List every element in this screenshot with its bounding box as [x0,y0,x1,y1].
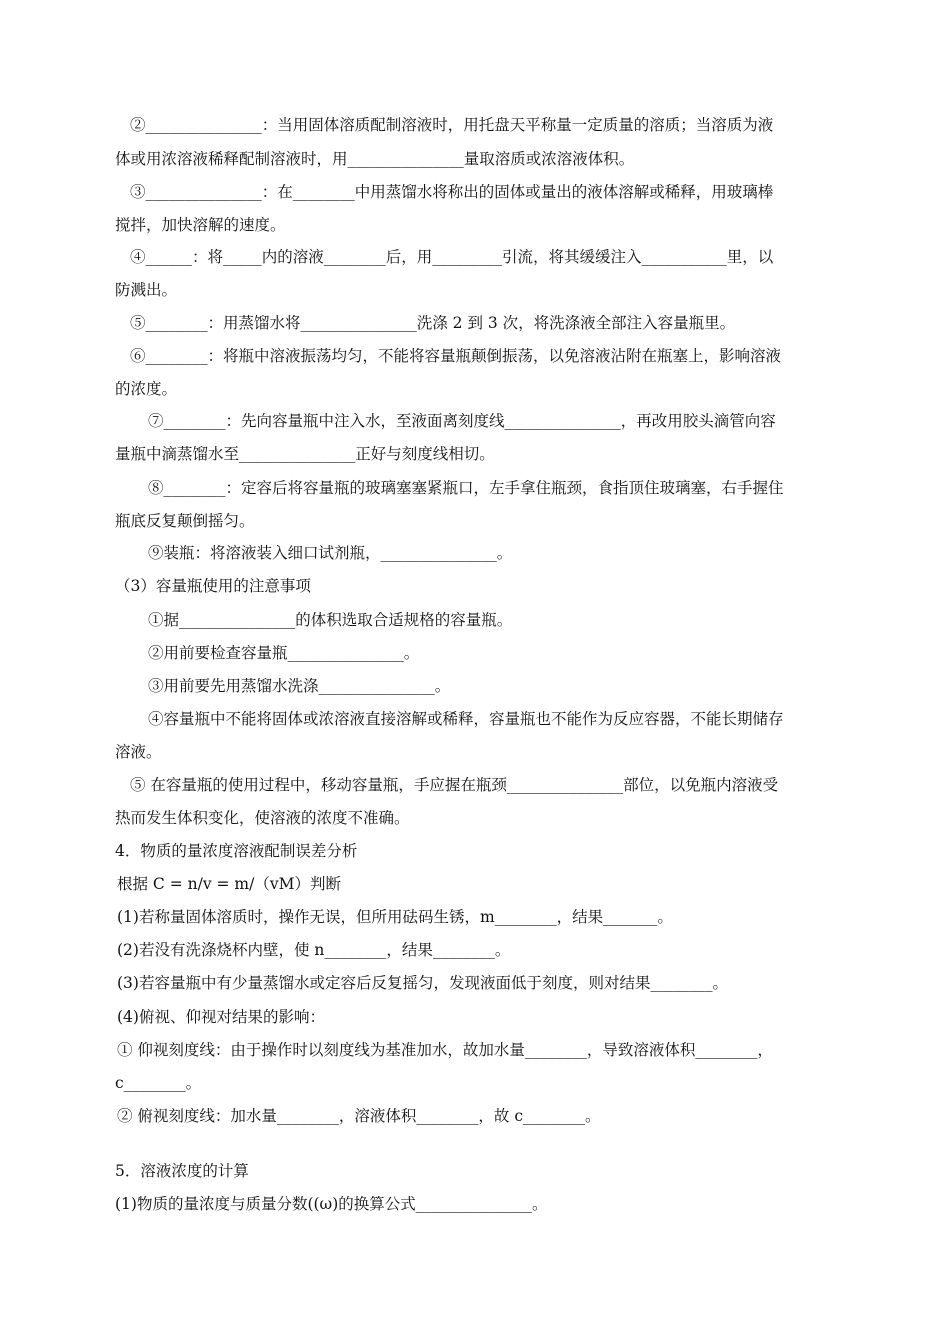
view-1-line-2: c________。 [115,1074,202,1092]
note-3-line: ③用前要先用蒸馏水洗涤_______________。 [148,677,451,695]
view-2-line: ② 俯视刻度线：加水量________，溶液体积________，故 c________。 [117,1107,601,1125]
note-4-line-1: ④容量瓶中不能将固体或浓溶液直接溶解或稀释，容量瓶也不能作为反应容器，不能长期储存 [148,710,784,728]
step-7-line-2: 量瓶中滴蒸馏水至_______________正好与刻度线相切。 [115,445,495,463]
step-2-line-2: 体或用浓溶液稀释配制溶液时，用_______________量取溶质或浓溶液体积。 [115,150,635,168]
step-4-line-2: 防溅出。 [115,281,178,299]
step-3-line-1: ③_______________：在________中用蒸馏水将称出的固体或量出的液体溶解或稀释，用玻璃棒 [130,183,774,201]
note-5-line-2: 热而发生体积变化，使溶液的浓度不准确。 [115,809,410,827]
note-2-line: ②用前要检查容量瓶_______________。 [148,644,420,662]
step-2-line-1: ②_______________：当用固体溶质配制溶液时，用托盘天平称量一定质量的溶质；当溶质为液 [130,116,774,134]
calc-1-line: (1)物质的量浓度与质量分数((ω)的换算公式_______________。 [115,1195,548,1213]
error-3-line: (3)若容量瓶中有少量蒸馏水或定容后反复摇匀，发现液面低于刻度，则对结果________。 [117,974,728,992]
section-3-heading: （3）容量瓶使用的注意事项 [115,577,311,595]
step-5-line: ⑤________：用蒸馏水将_______________洗涤 2 到 3 次，将洗涤液全部注入容量瓶里。 [130,314,736,332]
note-5-line-1: ⑤ 在容量瓶的使用过程中，移动容量瓶，手应握在瓶颈_______________部位，以免瓶内溶液受 [130,776,779,794]
step-9-line: ⑨装瓶：将溶液装入细口试剂瓶，_______________。 [148,544,513,562]
step-6-line-2: 的浓度。 [115,380,178,398]
section-5-heading: 5．溶液浓度的计算 [115,1162,249,1180]
error-4-heading: (4)俯视、仰视对结果的影响： [117,1008,325,1026]
error-1-line: (1)若称量固体溶质时，操作无误，但所用砝码生锈，m________，结果_______。 [117,908,673,926]
step-6-line-1: ⑥________：将瓶中溶液振荡均匀，不能将容量瓶颠倒振荡，以免溶液沾附在瓶塞上，影响溶液 [130,347,782,365]
step-7-line-1: ⑦________：先向容量瓶中注入水，至液面离刻度线_______________，再改用胶头滴管向容 [148,412,776,430]
formula-line: 根据 C = n/v = m/（vM）判断 [117,875,341,893]
step-8-line-2: 瓶底反复颠倒摇匀。 [115,512,255,530]
note-4-line-2: 溶液。 [115,743,162,761]
section-4-heading: 4．物质的量浓度溶液配制误差分析 [115,842,358,860]
error-2-line: (2)若没有洗涤烧杯内壁，使 n________，结果________。 [117,941,511,959]
step-3-line-2: 搅拌，加快溶解的速度。 [115,216,286,234]
step-4-line-1: ④______：将_____内的溶液________后，用_________引流，将其缓缓注入___________里，以 [130,248,774,266]
view-1-line-1: ① 仰视刻度线：由于操作时以刻度线为基准加水，故加水量________，导致溶液体积________， [117,1041,773,1059]
step-8-line-1: ⑧________：定容后将容量瓶的玻璃塞塞紧瓶口，左手拿住瓶颈，食指顶住玻璃塞，右手握住 [148,479,784,497]
note-1-line: ①据_______________的体积选取合适规格的容量瓶。 [148,611,513,629]
